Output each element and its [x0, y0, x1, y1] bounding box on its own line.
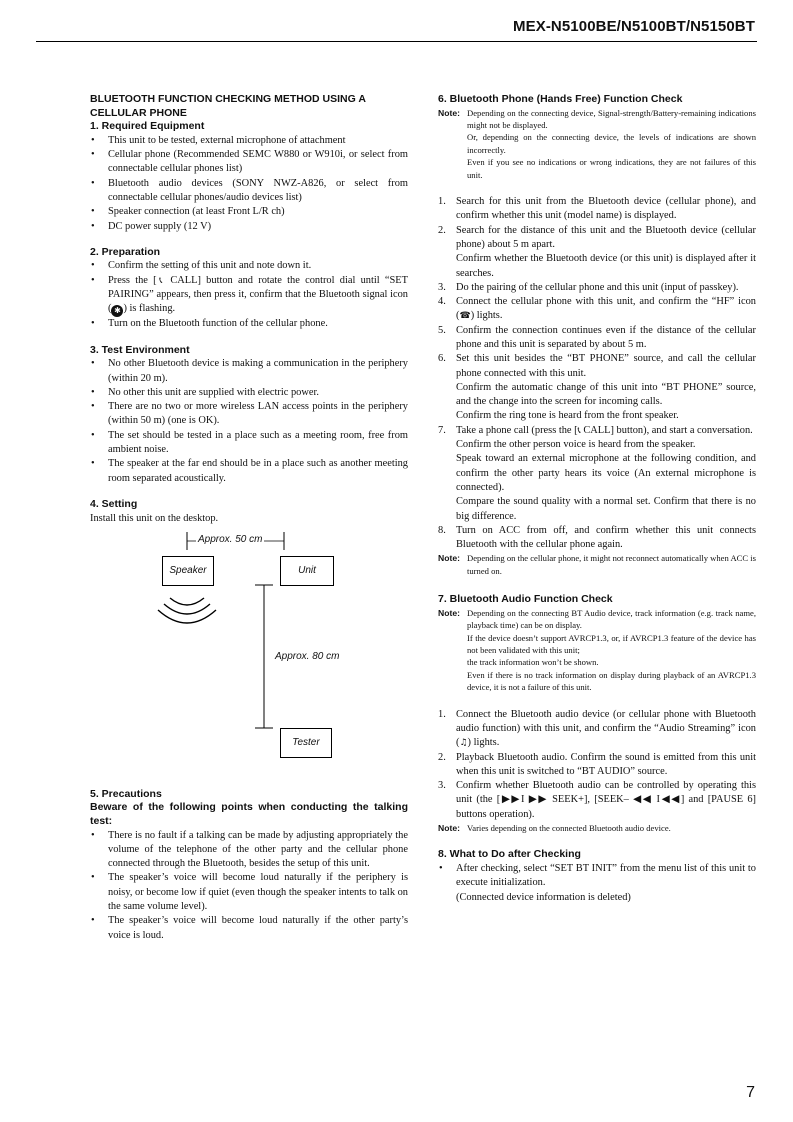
list-item: • Speaker connection (at least Front L/R ch) — [90, 205, 408, 219]
step: 2. Playback Bluetooth audio. Confirm the sound is emitted from this unit when this unit is switched to “BT AUDIO” source. — [438, 751, 756, 777]
step: 4. Connect the cellular phone with this unit, and confirm the “HF” icon (☎︎) lights. — [438, 296, 756, 322]
step: 5. Confirm the connection continues even if the distance of the cellular phone and this unit is separated by about 5 m. — [438, 324, 756, 350]
step: 1. Search for this unit from the Bluetooth device (cellular phone), and confirm whether this unit (model name) is displayed. — [438, 196, 756, 222]
preparation-list — [90, 259, 408, 331]
step: 7. Take a phone call (press the [📞︎ CALL] button), and start a conversation. Confirm the other person voice is heard from the speaker. Speak toward an external microphone at the following condition, and confirm the other party hears its voice (An external microphone is connected). Compare the sound quality with a normal set. Confirm that there is no big difference. — [438, 424, 756, 522]
phone-check-heading: 6. Bluetooth Phone (Hands Free) Function Check — [438, 93, 683, 105]
hands-free-icon: ☎︎ — [459, 311, 471, 322]
list-item: • The speaker at the far end should be in a place such as another meeting room separated acoustically. — [90, 457, 408, 486]
phone-check-steps — [438, 195, 756, 552]
diagram-lines — [90, 528, 390, 786]
step: 8. Turn on ACC from off, and confirm whether this unit connects Bluetooth with the cellular phone again. — [438, 524, 756, 551]
setting-text: Install this unit on the desktop. — [90, 512, 219, 524]
audio-streaming-icon: ♫ — [459, 738, 468, 749]
step: 2. Search for the distance of this unit and the Bluetooth device (cellular phone) about 5 m apart. Confirm whether the Bluetooth device (or this unit) is displayed after it searches. — [438, 224, 756, 279]
audio-check-note: Note: Depending on the connecting BT Audio device, track information (e.g. track name, playback time) can be on display. If the device doesn’t support AVRCP1.3, or, if AVRCP1.3 feature of the device has not been validated with this unit; the track information won’t be shown. Even if there is no track information on display during playback of an AVRCP1.3 device, it is not a failure of this unit. — [438, 607, 756, 693]
step: 1. Connect the Bluetooth audio device (or cellular phone with Bluetooth audio function) with this unit, and confirm the “Audio Streaming” icon (♫) lights. — [438, 708, 756, 749]
list-item: • Press the [📞︎ CALL] button and rotate the control dial until “SET PAIRING” appears, then press it, confirm that the Bluetooth signal icon ( ✱ ) is flashing. — [90, 274, 408, 318]
list-item: • The speaker’s voice will become loud naturally if the other party’s voice is loud. — [90, 914, 408, 943]
list-item: • No other Bluetooth device is making a communication in the periphery (within 20 m). — [90, 357, 408, 386]
precautions-subheading: Beware of the following points when conducting the talking test: — [90, 801, 408, 827]
document-header-model: MEX-N5100BE/N5100BT/N5150BT — [513, 18, 755, 35]
approx-80cm-label: Approx. 80 cm — [275, 650, 340, 662]
preparation-heading: 2. Preparation — [90, 245, 161, 258]
tester-box: Tester — [280, 728, 332, 758]
approx-50cm-label: Approx. 50 cm — [198, 533, 263, 545]
list-item: • There are no two or more wireless LAN access points in the periphery (within 50 m) (one is OK). — [90, 400, 408, 429]
precautions-list — [90, 829, 408, 943]
audio-check-heading: 7. Bluetooth Audio Function Check — [438, 593, 613, 606]
phone-icon: 📞︎ — [577, 425, 581, 436]
list-item: • There is no fault if a talking can be made by adjusting appropriately the volume of the telephone of the other party and the cellular phone connected through the Bluetooth, besides the setup of this unit. — [90, 829, 408, 872]
required-equipment-list — [90, 134, 408, 234]
list-item: • Bluetooth audio devices (SONY NWZ-A826, or select from connectable cellular phones/audio devices list) — [90, 177, 408, 206]
list-item: • The set should be tested in a place such as a meeting room, free from ambient noise. — [90, 429, 408, 458]
step: 3. Do the pairing of the cellular phone and this unit (input of passkey). — [438, 281, 739, 293]
audio-check-note-2: Note: Varies depending on the connected Bluetooth audio device. — [438, 823, 671, 834]
bluetooth-icon: ✱ — [111, 305, 123, 317]
test-environment-list — [90, 357, 408, 486]
list-item: • Cellular phone (Recommended SEMC W880 or W910i, or select from connectable cellular phones list) — [90, 148, 408, 177]
list-item: • Confirm the setting of this unit and note down it. — [90, 259, 408, 273]
setting-heading: 4. Setting — [90, 497, 138, 510]
left-column — [90, 93, 408, 943]
required-equipment-heading: 1. Required Equipment — [90, 120, 205, 133]
speaker-box: Speaker — [162, 556, 214, 586]
phone-icon: 📞︎ — [156, 275, 166, 286]
list-item: • Turn on the Bluetooth function of the cellular phone. — [90, 317, 408, 331]
audio-check-steps — [438, 708, 756, 822]
list-item: • The speaker’s voice will become loud naturally if the periphery is noisy, or become low if quiet (even though the speaker intents to talk on the same volume level). — [90, 871, 408, 914]
precautions-heading: 5. Precautions — [90, 787, 162, 800]
unit-box: Unit — [280, 556, 334, 586]
list-item: • DC power supply (12 V) — [90, 220, 408, 234]
list-item: • No other this unit are supplied with electric power. — [90, 386, 408, 400]
header-rule — [36, 41, 757, 42]
list-item: • This unit to be tested, external microphone of attachment — [90, 134, 408, 148]
setup-diagram — [90, 528, 390, 786]
page-number: 7 — [746, 1084, 755, 1101]
test-environment-heading: 3. Test Environment — [90, 343, 190, 356]
after-checking-list — [438, 862, 756, 905]
phone-check-note: Note: Depending on the connecting device, Signal-strength/Battery-remaining indications might not be displayed. Or, depending on the connecting device, the levels of indications are shown incorrectly. Even if you see no indications or wrong indications, they are not failures of this unit. — [438, 107, 756, 180]
right-column — [438, 93, 756, 905]
list-item: • After checking, select “SET BT INIT” from the menu list of this unit to execute initialization. (Connected device information is deleted) — [438, 862, 756, 905]
step: 3. Confirm whether Bluetooth audio can be controlled by operating this unit (the [▶▶I ▶▶ SEEK+], [SEEK– ◀◀ I◀◀] and [PAUSE 6] buttons operation). — [438, 780, 756, 820]
section-title: BLUETOOTH FUNCTION CHECKING METHOD USING A CELLULAR PHONE — [90, 93, 366, 119]
phone-check-note-2: Note: Depending on the cellular phone, it might not reconnect automatically when ACC is turned on. — [438, 553, 757, 576]
after-checking-heading: 8. What to Do after Checking — [438, 848, 581, 861]
step: 6. Set this unit besides the “BT PHONE” source, and call the cellular phone connected with this unit. Confirm the automatic change of this unit into “BT PHONE” source, and the change into the screen for incoming calls. Confirm the ring tone is heard from the front speaker. — [438, 353, 756, 422]
